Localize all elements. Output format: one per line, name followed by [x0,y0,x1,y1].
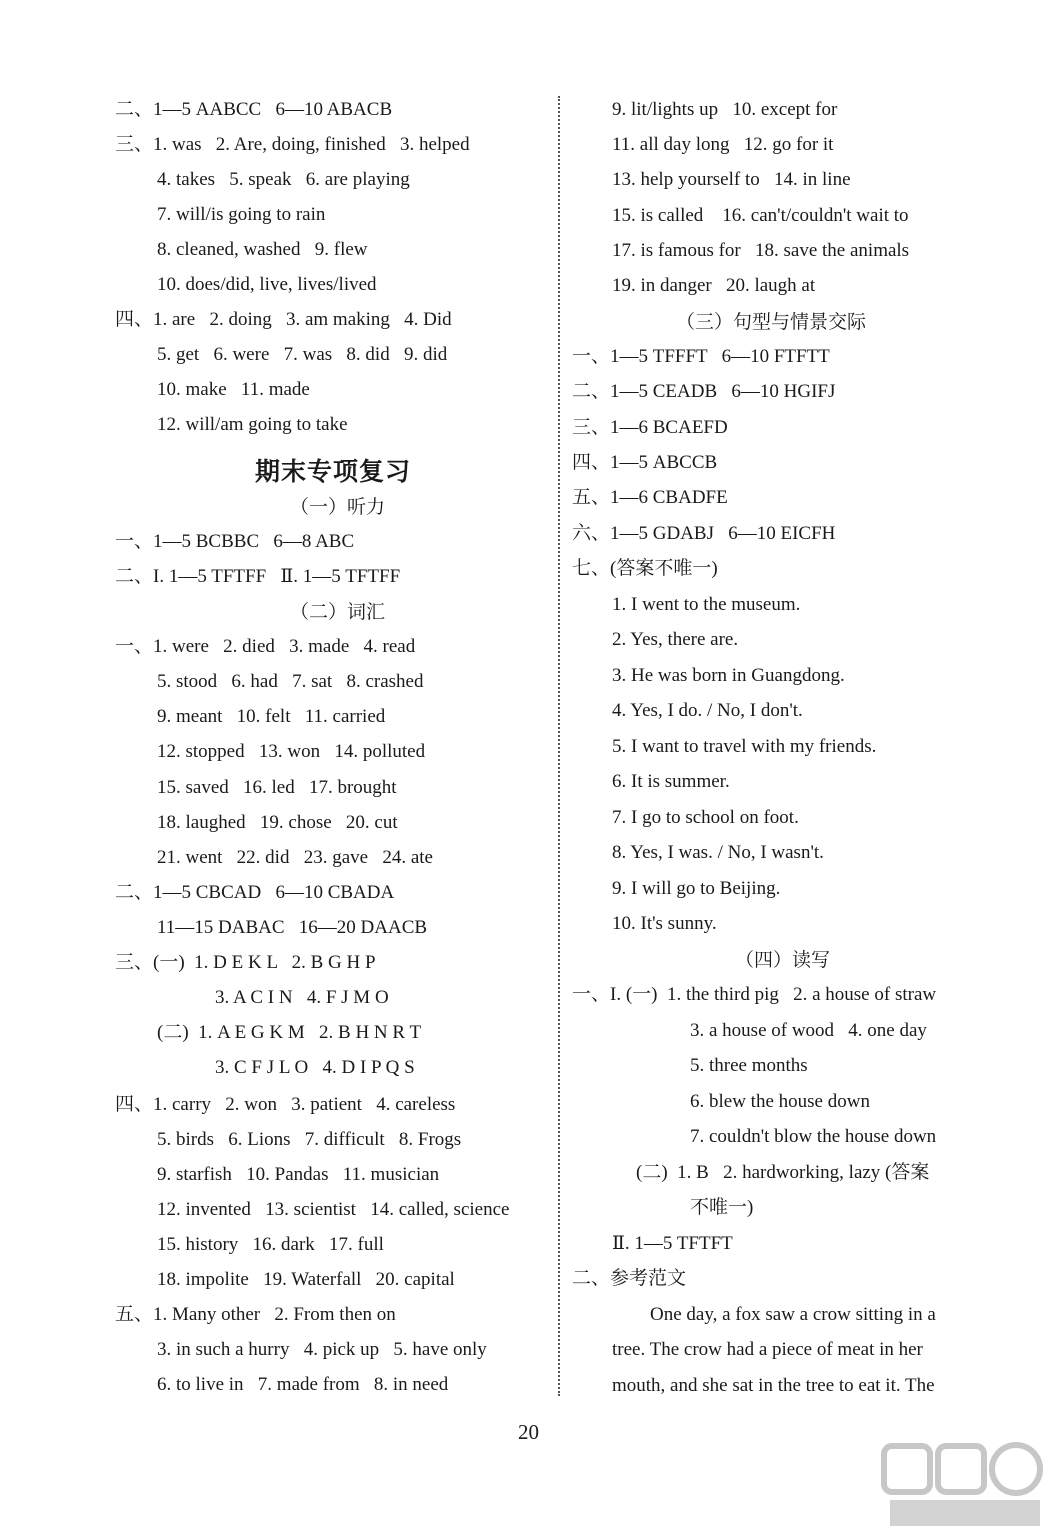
answer-line: 11—15 DABAC 16—20 DAACB [157,917,428,938]
answer-line: 2. Yes, there are. [612,629,739,650]
answer-line: 7. I go to school on foot. [612,807,799,828]
answer-line: 一、1—5 BCBBC 6—8 ABC [115,531,355,552]
essay-line: tree. The crow had a piece of meat in her [612,1339,923,1360]
subsection-heading: （二）词汇 [290,601,386,623]
answer-line: 5. I want to travel with my friends. [612,736,877,757]
answer-line: 四、1—5 ABCCB [572,452,718,473]
answer-line: 3. a house of wood 4. one day [690,1020,927,1041]
answer-line: 18. laughed 19. chose 20. cut [157,812,398,833]
answer-line: 19. in danger 20. laugh at [612,275,816,296]
answer-line: 7. couldn't blow the house down [690,1126,937,1147]
answer-line: 5. birds 6. Lions 7. difficult 8. Frogs [157,1129,462,1150]
page-number: 20 [518,1420,539,1444]
answer-line: 不唯一) [690,1197,754,1218]
answer-line: (二) 1. B 2. hardworking, lazy (答案 [636,1162,930,1183]
answer-line: 15. history 16. dark 17. full [157,1234,384,1255]
answer-line: 21. went 22. did 23. gave 24. ate [157,847,433,868]
answer-line: 12. will/am going to take [157,414,348,435]
answer-line: 一、1—5 TFFFT 6—10 FTFTT [572,346,830,367]
essay-line: One day, a fox saw a crow sitting in a [650,1304,936,1325]
answer-line: 五、1. Many other 2. From then on [115,1304,396,1325]
answer-line: 5. stood 6. had 7. sat 8. crashed [157,671,424,692]
answer-line: 17. is famous for 18. save the animals [612,240,910,261]
answer-line: 15. saved 16. led 17. brought [157,777,397,798]
answer-line: 6. to live in 7. made from 8. in need [157,1374,449,1395]
answer-line: 三、1—6 BCAEFD [572,417,728,438]
answer-line: 8. cleaned, washed 9. flew [157,239,368,260]
subsection-heading: （一）听力 [290,496,386,518]
answer-line: 5. get 6. were 7. was 8. did 9. did [157,344,448,365]
column-divider [558,96,560,1396]
answer-line: 1. I went to the museum. [612,594,801,615]
answer-line: 三、(一) 1. D E K L 2. B G H P [115,952,376,973]
answer-line: 13. help yourself to 14. in line [612,169,851,190]
answer-line: 二、1—5 AABCC 6—10 ABACB [115,99,393,120]
answer-line: 4. Yes, I do. / No, I don't. [612,700,803,721]
answer-line: 9. meant 10. felt 11. carried [157,706,386,727]
subsection-heading: （三）句型与情景交际 [676,311,867,333]
watermark-logo [880,1440,1050,1530]
answer-line: 3. He was born in Guangdong. [612,665,845,686]
answer-line: (二) 1. A E G K M 2. B H N R T [157,1022,422,1043]
answer-line: 7. will/is going to rain [157,204,326,225]
answer-line: 4. takes 5. speak 6. are playing [157,169,410,190]
answer-line: 9. lit/lights up 10. except for [612,99,838,120]
answer-line: 一、I. (一) 1. the third pig 2. a house of straw [572,984,937,1005]
answer-line: 二、参考范文 [572,1268,687,1289]
answer-line: 3. C F J L O 4. D I P Q S [215,1057,415,1078]
answer-line: 3. in such a hurry 4. pick up 5. have only [157,1339,487,1360]
answer-line: 11. all day long 12. go for it [612,134,834,155]
answer-line: Ⅱ. 1—5 TFTFT [612,1233,733,1254]
answer-line: 9. I will go to Beijing. [612,878,781,899]
answer-line: 二、1—5 CEADB 6—10 HGIFJ [572,381,836,402]
answer-line: 二、1—5 CBCAD 6—10 CBADA [115,882,395,903]
answer-line: 12. invented 13. scientist 14. called, science [157,1199,510,1220]
answer-line: 5. three months [690,1055,808,1076]
answer-line: 四、1. carry 2. won 3. patient 4. careless [115,1094,456,1115]
answer-line: 6. It is summer. [612,771,730,792]
answer-line: 七、(答案不唯一) [572,558,718,579]
answer-line: 15. is called 16. can't/couldn't wait to [612,205,909,226]
watermark-icon [880,1440,1050,1530]
answer-line: 一、1. were 2. died 3. made 4. read [115,636,416,657]
answer-line: 9. starfish 10. Pandas 11. musician [157,1164,440,1185]
answer-line: 18. impolite 19. Waterfall 20. capital [157,1269,455,1290]
essay-line: mouth, and she sat in the tree to eat it. The [612,1375,935,1396]
answer-line: 六、1—5 GDABJ 6—10 EICFH [572,523,836,544]
section-title: 期末专项复习 [255,457,412,486]
answer-line: 四、1. are 2. doing 3. am making 4. Did [115,309,452,330]
answer-line: 二、I. 1—5 TFTFF Ⅱ. 1—5 TFTFF [115,566,401,587]
answer-line: 10. It's sunny. [612,913,717,934]
answer-line: 6. blew the house down [690,1091,870,1112]
answer-line: 3. A C I N 4. F J M O [215,987,389,1008]
answer-line: 10. does/did, live, lives/lived [157,274,377,295]
answer-line: 三、1. was 2. Are, doing, finished 3. helped [115,134,470,155]
answer-line: 五、1—6 CBADFE [572,487,728,508]
answer-line: 8. Yes, I was. / No, I wasn't. [612,842,824,863]
subsection-heading: （四）读写 [735,949,831,971]
answer-line: 10. make 11. made [157,379,310,400]
answer-line: 12. stopped 13. won 14. polluted [157,741,426,762]
